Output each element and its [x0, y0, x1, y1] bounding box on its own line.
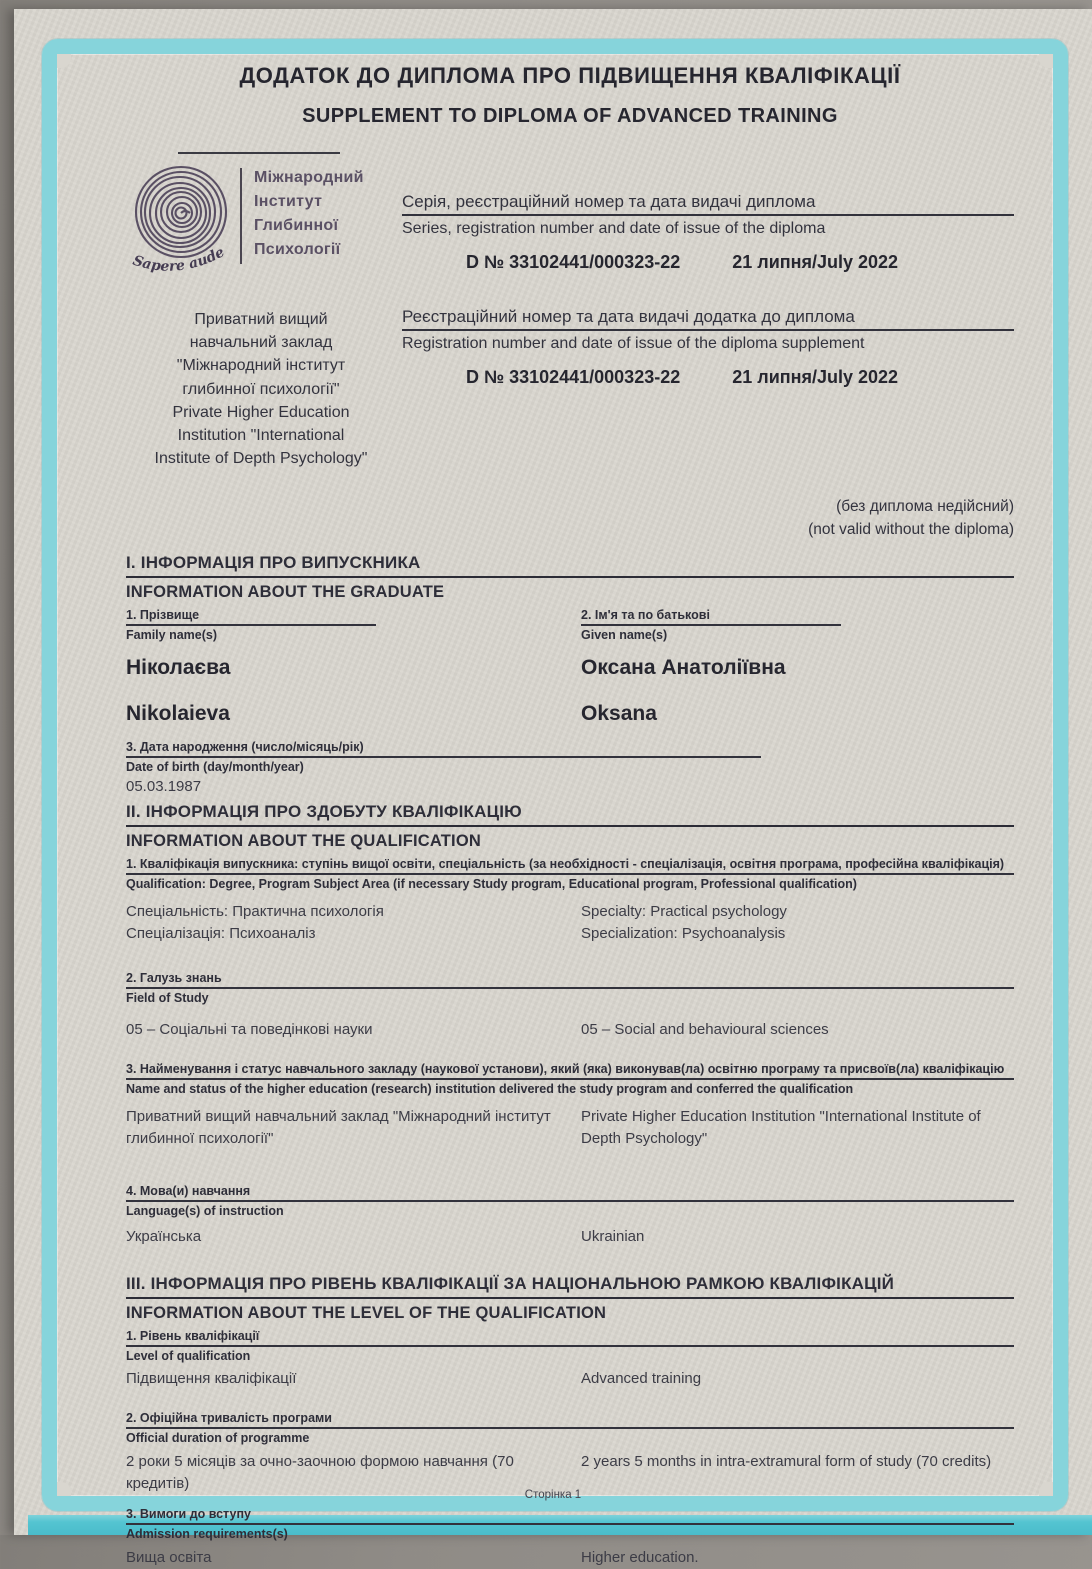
language-field	[126, 1184, 1014, 1248]
level-values	[126, 1368, 1014, 1390]
admission-values	[126, 1547, 1014, 1569]
document-title-uk: ДОДАТОК ДО ДИПЛОМА ПРО ПІДВИЩЕННЯ КВАЛІФІКАЦІЇ	[239, 63, 901, 88]
field-of-study-field	[126, 971, 1014, 1041]
specialty-uk: Спеціальність: Практична психологія	[126, 903, 384, 920]
field-of-study-value-uk: 05 – Соціальні та поведінкові науки	[126, 1020, 373, 1038]
level-label-uk: 1. Рівень кваліфікації	[126, 1329, 1014, 1347]
family-name-value-uk: Ніколаєва	[126, 656, 231, 680]
level-value-en: Advanced training	[581, 1369, 702, 1387]
qualification-value-uk	[126, 901, 581, 945]
birth-date-field	[126, 740, 1014, 798]
supplement-label-en: Registration number and date of issue of the diploma supplement	[402, 335, 865, 352]
issuer-column	[126, 152, 402, 470]
name-values-uk-row	[126, 656, 1014, 680]
section-2-heading-uk: ІІ. ІНФОРМАЦІЯ ПРО ЗДОБУТУ КВАЛІФІКАЦІЮ	[126, 802, 1014, 827]
institution-values	[126, 1106, 1014, 1150]
logo-divider	[240, 168, 242, 264]
birth-date-label-en: Date of birth (day/month/year)	[126, 760, 304, 775]
logo-name-line: Глибинної	[254, 217, 339, 234]
header-row	[126, 152, 1014, 470]
frame-corner-ornament	[57, 54, 71, 68]
field-of-study-label-en: Field of Study	[126, 990, 209, 1005]
page-number: Сторінка 1	[524, 1489, 582, 1501]
field-of-study-values	[126, 1019, 1014, 1041]
supplement-number: D № 33102441/000323-22	[466, 367, 681, 387]
registration-column	[402, 152, 1014, 470]
diploma-number: D № 33102441/000323-22	[466, 252, 681, 272]
section-1-heading	[126, 553, 1014, 602]
institution-value-uk: Приватний вищий навчальний заклад "Міжнародний інститут глибинної психології"	[126, 1108, 551, 1147]
admission-field	[126, 1507, 1014, 1569]
institution-line: Приватний вищий	[194, 311, 328, 328]
level-field	[126, 1329, 1014, 1390]
field-of-study-label-uk: 2. Галузь знань	[126, 971, 1014, 989]
logo-name	[254, 160, 364, 262]
institution-line: Institute of Depth Psychology"	[154, 450, 368, 468]
name-labels-row	[126, 608, 1014, 642]
validity-note	[126, 496, 1014, 541]
validity-note-uk: (без диплома недійсний)	[836, 498, 1014, 516]
document-paper	[14, 9, 1092, 1566]
spiral-logo-icon	[126, 160, 236, 282]
logo-name-line: Психології	[254, 241, 341, 258]
diploma-number-row	[402, 252, 1014, 273]
name-values-en-row	[126, 702, 1014, 726]
duration-field	[126, 1411, 1014, 1495]
language-label-uk: 4. Мова(и) навчання	[126, 1184, 1014, 1202]
duration-value-en: 2 years 5 months in intra-extramural form of study (70 credits)	[581, 1453, 992, 1471]
admission-label-en: Admission requirements(s)	[126, 1526, 288, 1541]
logo-overline	[178, 152, 340, 154]
logo-name-line: Міжнародний	[254, 169, 364, 186]
series-label-en: Series, registration number and date of issue of the diploma	[402, 220, 826, 237]
diploma-series-block	[402, 192, 1014, 273]
logo-motto: Sapere aude	[130, 244, 228, 275]
diploma-date: 21 липня/July 2022	[732, 252, 899, 272]
supplement-label-uk: Реєстраційний номер та дата видачі додатка до диплома	[402, 307, 1014, 331]
institution-line: навчальний заклад	[189, 334, 333, 352]
specialization-uk: Спеціалізація: Психоаналіз	[126, 924, 316, 942]
institute-logo	[126, 160, 402, 282]
duration-label-en: Official duration of programme	[126, 1431, 310, 1446]
institution-line: Private Higher Education	[172, 403, 350, 421]
birth-date-label-uk: 3. Дата народження (число/місяць/рік)	[126, 740, 761, 758]
section-3-heading	[126, 1274, 1014, 1323]
given-name-label-uk: 2. Ім'я та по батькові	[581, 608, 841, 626]
section-2-heading	[126, 802, 1014, 851]
institution-label-uk: 3. Найменування і статус навчального закладу (наукової установи), який (яка) виконував(ла) освітню програму та присвоїв(ла) кваліфікацію	[126, 1062, 1014, 1080]
admission-label-uk: 3. Вимоги до вступу	[126, 1507, 1014, 1525]
series-label-uk: Серія, реєстраційний номер та дата видачі диплома	[402, 192, 1014, 216]
field-of-study-value-en: 05 – Social and behavioural sciences	[581, 1020, 829, 1038]
language-values	[126, 1226, 1014, 1248]
family-name-value-en: Nikolaieva	[126, 702, 230, 726]
section-2-heading-en: INFORMATION ABOUT THE QUALIFICATION	[126, 832, 481, 850]
institution-line: Institution "International	[177, 426, 345, 444]
given-name-field	[581, 608, 1014, 642]
given-name-value-uk: Оксана Анатоліївна	[581, 656, 786, 680]
specialization-en: Specialization: Psychoanalysis	[581, 924, 786, 942]
svg-text:Sapere aude	[131, 244, 228, 275]
birth-date-value: 05.03.1987	[126, 778, 202, 796]
institution-label-en: Name and status of the higher education (research) institution delivered the study program and conferred the qualification	[126, 1082, 854, 1097]
qualification-values	[126, 901, 1014, 945]
institution-field	[126, 1062, 1014, 1150]
institution-line: глибинної психології"	[182, 380, 340, 398]
supplement-number-row	[402, 367, 1014, 388]
document-content	[126, 59, 1014, 1569]
level-label-en: Level of qualification	[126, 1348, 251, 1363]
language-value-uk: Українська	[126, 1227, 202, 1245]
given-name-label-en: Given name(s)	[581, 628, 668, 643]
section-1-heading-en: INFORMATION ABOUT THE GRADUATE	[126, 583, 445, 602]
institution-line: "Міжнародний інститут	[176, 357, 346, 375]
level-value-uk: Підвищення кваліфікації	[126, 1369, 297, 1387]
admission-value-uk: Вища освіта	[126, 1548, 212, 1566]
section-3-heading-uk: ІІІ. ІНФОРМАЦІЯ ПРО РІВЕНЬ КВАЛІФІКАЦІЇ ЗА НАЦІОНАЛЬНОЮ РАМКОЮ КВАЛІФІКАЦІЙ	[126, 1274, 1014, 1299]
duration-value-uk: 2 роки 5 місяців за очно-заочною формою навчання (70 кредитів)	[126, 1453, 514, 1492]
supplement-registration-block	[402, 307, 1014, 388]
document-title-en: SUPPLEMENT TO DIPLOMA OF ADVANCED TRAINING	[302, 105, 838, 127]
specialty-en: Specialty: Practical psychology	[581, 903, 787, 920]
admission-value-en: Higher education.	[581, 1548, 699, 1566]
institution-name-block	[126, 308, 396, 470]
duration-label-uk: 2. Офіційна тривалість програми	[126, 1411, 1014, 1429]
validity-note-en: (not valid without the diploma)	[808, 520, 1014, 538]
frame-corner-ornament	[1039, 54, 1053, 68]
qualification-field	[126, 857, 1014, 945]
qualification-value-en	[581, 901, 1014, 945]
qualification-label-uk: 1. Кваліфікація випускника: ступінь вищої освіти, спеціальність (за необхідності - спеціалізація, освітня програма, професійна кваліфікація)	[126, 857, 1014, 875]
family-name-label-en: Family name(s)	[126, 628, 218, 643]
given-name-value-en: Oksana	[581, 702, 657, 726]
language-label-en: Language(s) of instruction	[126, 1203, 284, 1218]
family-name-label-uk: 1. Прізвище	[126, 608, 376, 626]
qualification-label-en: Qualification: Degree, Program Subject Area (if necessary Study program, Educational program, Professional qualification)	[126, 877, 857, 891]
language-value-en: Ukrainian	[581, 1227, 645, 1245]
family-name-field	[126, 608, 581, 642]
institution-value-en: Private Higher Education Institution "International Institute of Depth Psychology"	[581, 1108, 981, 1147]
section-1-heading-uk: І. ІНФОРМАЦІЯ ПРО ВИПУСКНИКА	[126, 553, 1014, 578]
section-3-heading-en: INFORMATION ABOUT THE LEVEL OF THE QUALIFICATION	[126, 1303, 607, 1322]
supplement-date: 21 липня/July 2022	[732, 367, 899, 387]
logo-name-line: Інститут	[254, 193, 323, 210]
